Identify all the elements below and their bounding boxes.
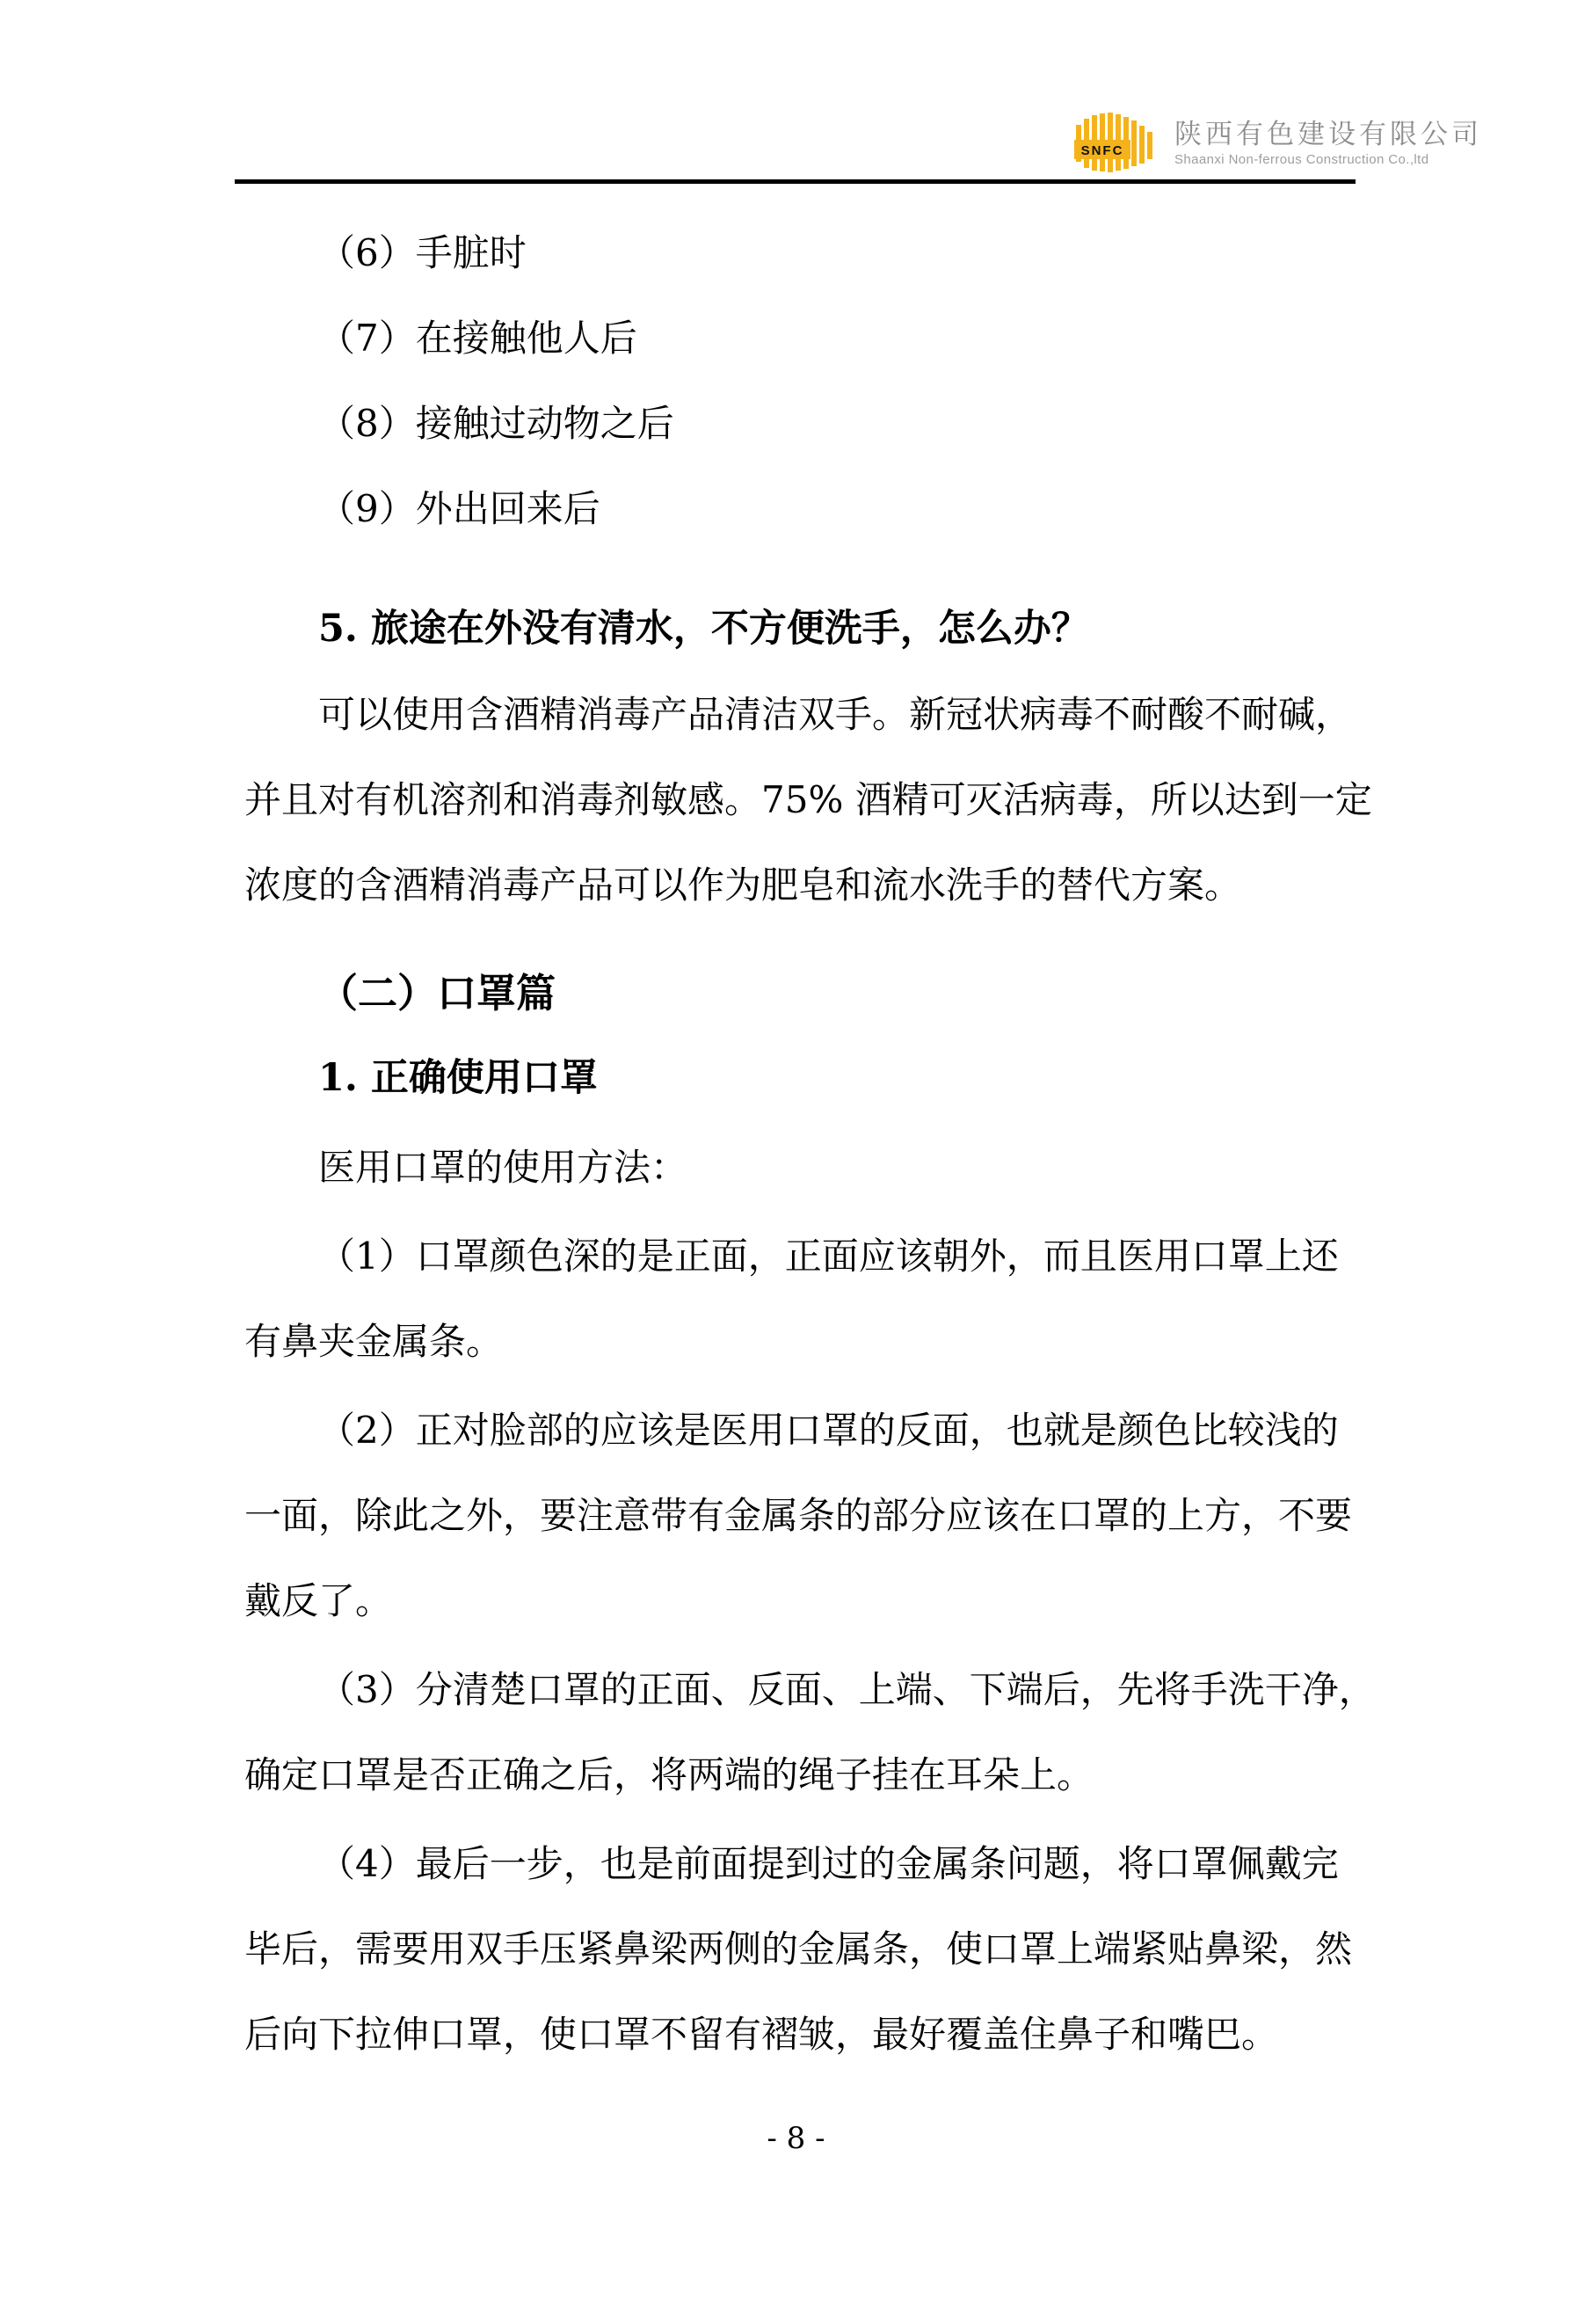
company-name-zh: 陕西有色建设有限公司 xyxy=(1174,118,1482,149)
mask-step-3-line-2: 确定口罩是否正确之后，将两端的绳子挂在耳朵上。 xyxy=(244,1753,1094,1796)
document-body xyxy=(244,210,1376,2077)
mask-step-1-line-2: 有鼻夹金属条。 xyxy=(244,1320,504,1363)
mask-step-1-line-1: （1）口罩颜色深的是正面，正面应该朝外，而且医用口罩上还 xyxy=(318,1235,1339,1278)
question-5-heading: 5. 旅途在外没有清水，不方便洗手，怎么办？ xyxy=(318,607,1089,651)
mask-step-2-line-1: （2）正对脸部的应该是医用口罩的反面，也就是颜色比较浅的 xyxy=(318,1409,1339,1452)
company-logo-text xyxy=(1174,120,1482,168)
mask-step-2-line-2: 一面，除此之外，要注意带有金属条的部分应该在口罩的上方，不要 xyxy=(244,1494,1353,1537)
question-5-answer-line-2: 并且对有机溶剂和消毒剂敏感。75% 酒精可灭活病毒，所以达到一定 xyxy=(244,778,1372,821)
question-5-answer-line-1: 可以使用含酒精消毒产品清洁双手。新冠状病毒不耐酸不耐碱， xyxy=(318,693,1353,736)
mask-step-4-line-2: 毕后，需要用双手压紧鼻梁两侧的金属条，使口罩上端紧贴鼻梁，然 xyxy=(244,1927,1353,1971)
mask-step-2-line-3: 戴反了。 xyxy=(244,1579,393,1622)
hand-list-item-6: （6）手脏时 xyxy=(318,231,527,274)
company-logo xyxy=(1074,111,1482,176)
question-5-answer-line-3: 浓度的含酒精消毒产品可以作为肥皂和流水洗手的替代方案。 xyxy=(244,863,1242,907)
page-number: - 8 - xyxy=(767,2121,825,2156)
mask-sub1-heading: 1. 正确使用口罩 xyxy=(318,1056,598,1100)
logo-acronym: SNFC xyxy=(1080,143,1124,158)
mask-intro: 医用口罩的使用方法： xyxy=(318,1146,688,1189)
mask-step-4-line-1: （4）最后一步，也是前面提到过的金属条问题，将口罩佩戴完 xyxy=(318,1842,1339,1885)
company-logo-icon xyxy=(1074,111,1160,176)
hand-list-item-7: （7）在接触他人后 xyxy=(318,317,637,360)
header-divider xyxy=(235,179,1356,184)
mask-section-heading: （二）口罩篇 xyxy=(318,970,556,1016)
hand-list-item-8: （8）接触过动物之后 xyxy=(318,402,674,445)
hand-list-item-9: （9）外出回来后 xyxy=(318,487,600,530)
mask-step-4-line-3: 后向下拉伸口罩，使口罩不留有褶皱，最好覆盖住鼻子和嘴巴。 xyxy=(244,2013,1279,2056)
company-name-en: Shaanxi Non-ferrous Construction Co.,ltd xyxy=(1174,151,1429,167)
mask-step-3-line-1: （3）分清楚口罩的正面、反面、上端、下端后，先将手洗干净， xyxy=(318,1668,1376,1711)
